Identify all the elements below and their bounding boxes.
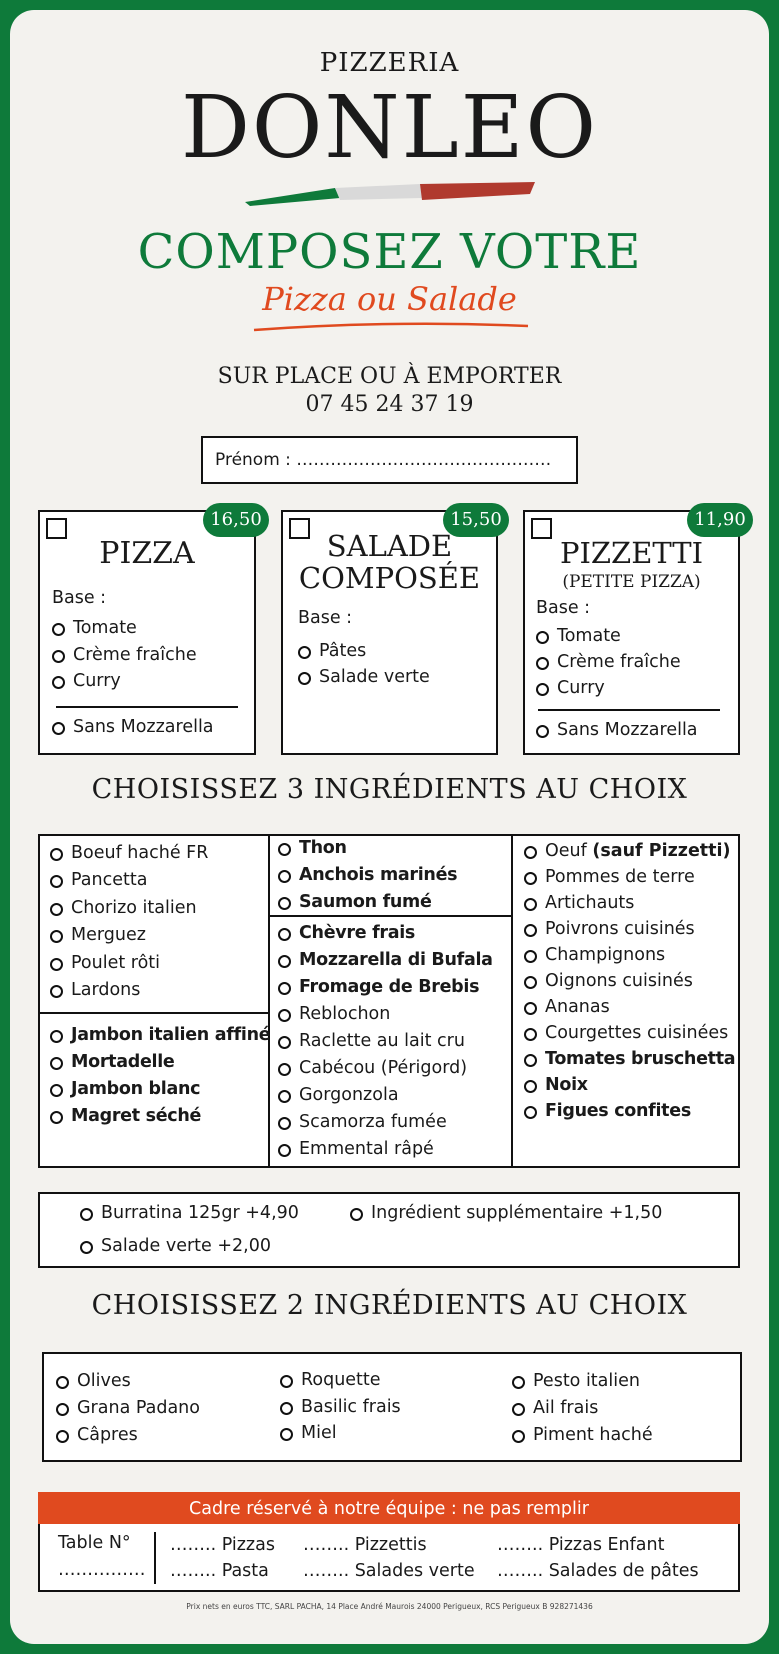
- radio-icon: [50, 1111, 63, 1124]
- radio-icon: [298, 672, 311, 685]
- radio-icon: [50, 958, 63, 971]
- divider: [268, 834, 270, 1168]
- radio-icon: [52, 722, 65, 735]
- radio-icon: [50, 1030, 63, 1043]
- radio-icon: [278, 1117, 291, 1130]
- radio-icon: [278, 1009, 291, 1022]
- staff-banner: Cadre réservé à notre équipe : ne pas remplir: [38, 1492, 740, 1526]
- staff-count-salades-pates: …….. Salades de pâtes: [497, 1561, 699, 1581]
- ingredient-option[interactable]: Courgettes cuisinées: [524, 1023, 728, 1043]
- salad-base-label: Base :: [298, 608, 353, 628]
- name-field[interactable]: [201, 436, 578, 484]
- ingredient-option[interactable]: Oeuf (sauf Pizzetti): [524, 841, 731, 861]
- pizza-base-option[interactable]: Curry: [52, 671, 121, 691]
- radio-icon: [524, 950, 537, 963]
- salad-title-line1: SALADE: [326, 529, 453, 563]
- pizzetti-no-mozzarella[interactable]: Sans Mozzarella: [536, 720, 698, 740]
- supplement-burratina[interactable]: Burratina 125gr +4,90: [80, 1203, 299, 1223]
- radio-icon: [50, 875, 63, 888]
- ingredient-option[interactable]: Champignons: [524, 945, 665, 965]
- ingredient-option[interactable]: Scamorza fumée: [278, 1112, 447, 1132]
- ingredient-option[interactable]: Miel: [280, 1423, 337, 1443]
- radio-icon: [524, 1106, 537, 1119]
- divider: [56, 706, 238, 708]
- ingredient-option[interactable]: Ail frais: [512, 1398, 598, 1418]
- salad-base-option[interactable]: Salade verte: [298, 667, 430, 687]
- pizzetti-base-option[interactable]: Crème fraîche: [536, 652, 681, 672]
- pizzetti-price: 11,90: [687, 503, 753, 537]
- oeuf-note: (sauf Pizzetti): [592, 841, 731, 861]
- ingredient-option[interactable]: Pancetta: [50, 870, 147, 890]
- radio-icon: [278, 843, 291, 856]
- ingredient-option[interactable]: Grana Padano: [56, 1398, 200, 1418]
- radio-icon: [50, 848, 63, 861]
- radio-icon: [50, 985, 63, 998]
- ingredient-option[interactable]: Cabécou (Périgord): [278, 1058, 467, 1078]
- radio-icon: [50, 1057, 63, 1070]
- service-type: SUR PLACE OU À EMPORTER: [217, 364, 562, 389]
- ingredient-option[interactable]: Jambon blanc: [50, 1079, 200, 1099]
- ingredient-option[interactable]: Lardons: [50, 980, 140, 1000]
- radio-icon: [524, 1080, 537, 1093]
- pizza-base-label: Base :: [52, 588, 107, 608]
- ingredient-option[interactable]: Boeuf haché FR: [50, 843, 208, 863]
- ingredient-option[interactable]: Reblochon: [278, 1004, 390, 1024]
- pizzetti-base-label: Base :: [536, 598, 591, 618]
- pizza-title: PIZZA: [99, 536, 195, 571]
- radio-icon: [524, 1054, 537, 1067]
- radio-icon: [52, 676, 65, 689]
- salad-title-line2: COMPOSÉE: [298, 561, 481, 595]
- ingredient-option[interactable]: Thon: [278, 838, 347, 858]
- radio-icon: [524, 872, 537, 885]
- ingredient-option[interactable]: Ananas: [524, 997, 610, 1017]
- radio-icon: [298, 646, 311, 659]
- divider: [511, 834, 513, 1168]
- radio-icon: [278, 1063, 291, 1076]
- radio-icon: [278, 870, 291, 883]
- radio-icon: [278, 928, 291, 941]
- radio-icon: [524, 976, 537, 989]
- pizza-base-option[interactable]: Crème fraîche: [52, 645, 197, 665]
- radio-icon: [278, 897, 291, 910]
- staff-count-pasta: …….. Pasta: [170, 1561, 269, 1581]
- pizzetti-title: PIZZETTI: [559, 536, 704, 570]
- ingredient-option[interactable]: Magret séché: [50, 1106, 201, 1126]
- radio-icon: [52, 623, 65, 636]
- pizza-base-option[interactable]: Tomate: [52, 618, 137, 638]
- ingredient-option[interactable]: Anchois marinés: [278, 865, 457, 885]
- radio-icon: [350, 1208, 363, 1221]
- pizzetti-base-option[interactable]: Tomate: [536, 626, 621, 646]
- radio-icon: [56, 1430, 69, 1443]
- ingredient-option[interactable]: Figues confites: [524, 1101, 691, 1121]
- ingredient-option[interactable]: Gorgonzola: [278, 1085, 399, 1105]
- radio-icon: [512, 1430, 525, 1443]
- radio-icon: [50, 903, 63, 916]
- ingredient-option[interactable]: Oignons cuisinés: [524, 971, 693, 991]
- radio-icon: [278, 1090, 291, 1103]
- staff-count-salades-verte: …….. Salades verte: [303, 1561, 475, 1581]
- radio-icon: [524, 1002, 537, 1015]
- ingredient-option[interactable]: Fromage de Brebis: [278, 977, 479, 997]
- ingredient-option[interactable]: Piment haché: [512, 1425, 653, 1445]
- radio-icon: [52, 650, 65, 663]
- divider: [38, 1012, 269, 1014]
- radio-icon: [536, 683, 549, 696]
- ingredient-option[interactable]: Saumon fumé: [278, 892, 432, 912]
- divider: [538, 709, 720, 711]
- headline: COMPOSEZ VOTRE: [137, 224, 642, 280]
- footer-legal: Prix nets en euros TTC, SARL PACHA, 14 Place André Maurois 24000 Perigueux, RCS Perigueux B 928271436: [186, 1602, 593, 1611]
- ingredient-option[interactable]: Jambon italien affiné: [50, 1025, 270, 1045]
- radio-icon: [278, 982, 291, 995]
- table-label: Table N°: [58, 1533, 131, 1553]
- table-field[interactable]: ……………: [58, 1560, 146, 1580]
- ingredient-option[interactable]: Olives: [56, 1371, 131, 1391]
- ingredient-option[interactable]: Artichauts: [524, 893, 634, 913]
- radio-icon: [524, 1028, 537, 1041]
- radio-icon: [56, 1403, 69, 1416]
- staff-count-pizzettis: …….. Pizzettis: [303, 1535, 427, 1555]
- pizzetti-base-option[interactable]: Curry: [536, 678, 605, 698]
- ingredient-option[interactable]: Roquette: [280, 1370, 381, 1390]
- border-bottom: [0, 1644, 779, 1654]
- radio-icon: [512, 1403, 525, 1416]
- radio-icon: [524, 846, 537, 859]
- radio-icon: [80, 1208, 93, 1221]
- section3-heading: CHOISISSEZ 3 INGRÉDIENTS AU CHOIX: [91, 774, 688, 805]
- radio-icon: [536, 657, 549, 670]
- radio-icon: [278, 955, 291, 968]
- ingredient-option[interactable]: Pommes de terre: [524, 867, 695, 887]
- divider: [269, 915, 512, 917]
- name-field-label: Prénom : ………………………………………: [215, 450, 552, 470]
- radio-icon: [56, 1376, 69, 1389]
- divider: [154, 1532, 156, 1584]
- ingredient-option[interactable]: Merguez: [50, 925, 146, 945]
- ingredient-option[interactable]: Basilic frais: [280, 1397, 401, 1417]
- ingredient-option[interactable]: Pesto italien: [512, 1371, 640, 1391]
- italian-flag-brush: [240, 180, 540, 206]
- brand-name: DONLEO: [180, 78, 599, 178]
- radio-icon: [80, 1241, 93, 1254]
- supplement-extra-ingredient[interactable]: Ingrédient supplémentaire +1,50: [350, 1203, 662, 1223]
- ingredient-option[interactable]: Chorizo italien: [50, 898, 197, 918]
- radio-icon: [536, 631, 549, 644]
- ingredient-option[interactable]: Raclette au lait cru: [278, 1031, 465, 1051]
- radio-icon: [278, 1144, 291, 1157]
- ingredient-option[interactable]: Noix: [524, 1075, 588, 1095]
- radio-icon: [524, 924, 537, 937]
- radio-icon: [524, 898, 537, 911]
- subheadline-underline: [252, 320, 532, 334]
- phone-number: 07 45 24 37 19: [305, 392, 474, 417]
- radio-icon: [278, 1036, 291, 1049]
- radio-icon: [536, 725, 549, 738]
- section2-heading: CHOISISSEZ 2 INGRÉDIENTS AU CHOIX: [91, 1290, 688, 1321]
- radio-icon: [280, 1428, 293, 1441]
- radio-icon: [50, 930, 63, 943]
- radio-icon: [512, 1376, 525, 1389]
- ingredient-option[interactable]: Chèvre frais: [278, 923, 415, 943]
- ingredient-option[interactable]: Poivrons cuisinés: [524, 919, 695, 939]
- ingredient-option[interactable]: Mortadelle: [50, 1052, 175, 1072]
- salad-price: 15,50: [443, 503, 509, 537]
- staff-count-pizzas-enfant: …….. Pizzas Enfant: [497, 1535, 665, 1555]
- ingredient-option[interactable]: Câpres: [56, 1425, 138, 1445]
- ingredient-option[interactable]: Mozzarella di Bufala: [278, 950, 493, 970]
- radio-icon: [280, 1402, 293, 1415]
- salad-base-option[interactable]: Pâtes: [298, 641, 366, 661]
- subheadline: Pizza ou Salade: [262, 280, 517, 318]
- pizza-no-mozzarella[interactable]: Sans Mozzarella: [52, 717, 214, 737]
- radio-icon: [50, 1084, 63, 1097]
- pizzetti-subtitle: (PETITE PIZZA): [562, 572, 701, 592]
- ingredient-option[interactable]: Poulet rôti: [50, 953, 160, 973]
- ingredient-option[interactable]: Tomates bruschetta: [524, 1049, 735, 1069]
- ingredient-option[interactable]: Emmental râpé: [278, 1139, 434, 1159]
- radio-icon: [280, 1375, 293, 1388]
- brand-small: PIZZERIA: [319, 48, 460, 78]
- staff-count-pizzas: …….. Pizzas: [170, 1535, 275, 1555]
- border-top: [0, 0, 779, 10]
- pizza-price: 16,50: [203, 503, 269, 537]
- supplement-salade[interactable]: Salade verte +2,00: [80, 1236, 271, 1256]
